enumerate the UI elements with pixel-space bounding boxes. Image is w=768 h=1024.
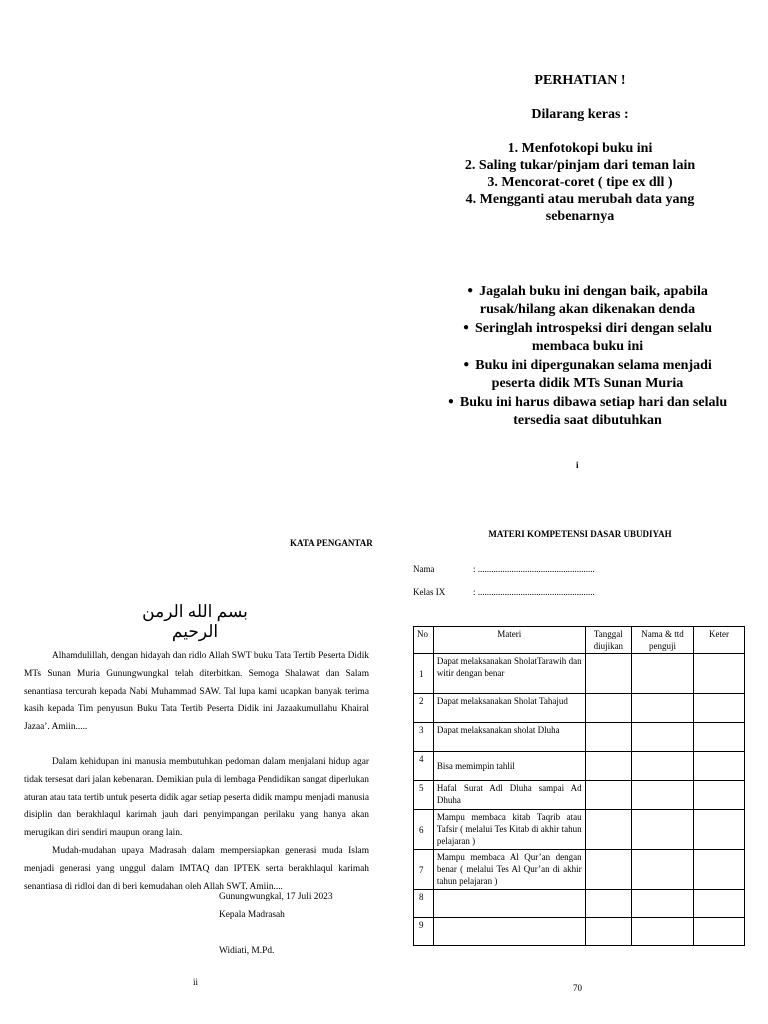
prohibition-item: 4. Mengganti atau merubah data yang	[465, 192, 695, 207]
cell-keterangan	[694, 850, 745, 890]
table-row	[414, 781, 745, 810]
row-materi: Bisa memimpin tahlil	[433, 752, 585, 781]
cell-penguji	[632, 810, 694, 850]
cell-tanggal	[585, 781, 631, 810]
table-row	[414, 850, 745, 890]
bismillah-text: بسم الله الرمن الرحيم	[142, 602, 248, 641]
cell-keterangan	[694, 781, 745, 810]
signer-position: Kepala Madrasah	[219, 910, 285, 920]
cell-tanggal	[585, 694, 631, 723]
kelas-label: Kelas IX	[413, 587, 446, 597]
cell-penguji	[632, 694, 694, 723]
place-date: Gunungwungkal, 17 Juli 2023	[219, 892, 333, 902]
foreword-title: KATA PENGANTAR	[290, 538, 373, 548]
table-row	[414, 752, 745, 781]
cell-keterangan	[694, 752, 745, 781]
perhatian-section	[400, 72, 760, 225]
header-materi: Materi	[433, 627, 585, 654]
row-materi: Hafal Surat Adl Dluha sampai Ad Dhuha	[433, 781, 585, 810]
cell-keterangan	[694, 890, 745, 918]
cell-penguji	[632, 654, 694, 694]
row-materi: Dapat melaksanakan SholatTarawih dan witir dengan benar	[433, 654, 585, 694]
cell-penguji	[632, 890, 694, 918]
cell-tanggal	[585, 654, 631, 694]
cell-penguji	[632, 752, 694, 781]
table-row	[414, 723, 745, 752]
row-no: 7	[414, 850, 434, 890]
header-tanggal: Tanggal diujikan	[585, 627, 631, 654]
materi-table	[413, 626, 745, 946]
prohibition-item: 2. Saling tukar/pinjam dari teman lain	[464, 158, 696, 173]
bullet-icon: ●	[463, 359, 470, 370]
row-no: 8	[414, 890, 434, 918]
bullet-icon: ●	[462, 322, 470, 333]
reminder-item: ● Buku ini harus dibawa setiap hari dan selalu tersedia saat dibutuhkan	[447, 395, 728, 428]
cell-keterangan	[694, 810, 745, 850]
reminder-item: ● Seringlah introspeksi diri dengan selalu membaca buku ini	[462, 321, 713, 354]
prohibition-heading: Dilarang keras :	[531, 107, 629, 122]
nama-field: : ....................................................	[473, 564, 595, 574]
cell-keterangan	[694, 918, 745, 946]
table-row	[414, 694, 745, 723]
table-header-row	[414, 627, 745, 654]
cell-tanggal	[585, 723, 631, 752]
prohibition-item: 3. Mencorat-coret ( tipe ex dll )	[487, 175, 673, 190]
row-materi: Mampu membaca Al Qur’an dengan benar ( melalui Tes Al Qur’an di akhir tahun pelajaran )	[433, 850, 585, 890]
row-no: 6	[414, 810, 434, 850]
row-materi	[433, 890, 585, 918]
row-materi: Dapat melaksanakan sholat Dluha	[433, 723, 585, 752]
cell-tanggal	[585, 918, 631, 946]
bullet-icon: ●	[467, 285, 474, 296]
row-no: 3	[414, 723, 434, 752]
page-number: i	[576, 460, 579, 470]
prohibition-item: sebenarnya	[545, 209, 615, 224]
header-penguji: Nama & ttd penguji	[632, 627, 694, 654]
cell-keterangan	[694, 723, 745, 752]
bullet-icon: ●	[447, 396, 454, 407]
row-no: 5	[414, 781, 434, 810]
cell-penguji	[632, 781, 694, 810]
table-row	[414, 918, 745, 946]
materi-title: MATERI KOMPETENSI DASAR UBUDIYAH	[488, 529, 672, 539]
table-row	[414, 890, 745, 918]
header-keterangan: Keter	[694, 627, 745, 654]
row-materi: Dapat melaksanakan Sholat Tahajud	[433, 694, 585, 723]
nama-label: Nama	[413, 564, 435, 574]
row-no: 4	[414, 752, 434, 781]
cell-keterangan	[694, 654, 745, 694]
kelas-field: : ....................................................	[473, 587, 595, 597]
foreword-body	[24, 648, 369, 896]
row-materi: Mampu membaca kitab Taqrib atau Tafsir ( melalui Tes Kitab di akhir tahun pelajaran )	[433, 810, 585, 850]
row-no: 2	[414, 694, 434, 723]
cell-penguji	[632, 850, 694, 890]
perhatian-title: PERHATIAN !	[534, 73, 626, 88]
reminder-item: ● Jagalah buku ini dengan baik, apabila rusak/hilang akan dikenakan denda	[467, 284, 708, 317]
signature-block	[219, 888, 333, 960]
row-no: 1	[414, 654, 434, 694]
header-no: No	[414, 627, 434, 654]
prohibition-item: 1. Menfotokopi buku ini	[507, 141, 653, 156]
signer-name: Widiati, M.Pd.	[219, 946, 275, 956]
cell-penguji	[632, 918, 694, 946]
page-number: 70	[573, 983, 582, 993]
cell-tanggal	[585, 890, 631, 918]
foreword-paragraph: Dalam kehidupan ini manusia membutuhkan pedoman dalam menjalani hidup agar tidak tersesat dari jalan kebenaran. Demikian pula di lembaga Pendidikan sangat diperlukan aturan atau tata tertib untuk peserta didik agar setiap peserta didik mampu menjadi manusia disiplin dan berakhlaqul karimah jauh dari penyimpangan perilaku yang hanya akan merugikan diri sendiri maupun orang lain.	[24, 756, 369, 839]
row-materi	[433, 918, 585, 946]
table-row	[414, 654, 745, 694]
reminder-list	[400, 282, 768, 430]
cell-tanggal	[585, 810, 631, 850]
table-row	[414, 810, 745, 850]
cell-keterangan	[694, 694, 745, 723]
prohibition-list	[400, 140, 760, 225]
page-number: ii	[193, 977, 199, 987]
foreword-paragraph: Mudah-mudahan upaya Madrasah dalam mempersiapkan generasi muda Islam menjadi generasi yang unggul dalam IMTAQ dan IPTEK serta berakhlaqul karimah senantiasa di ridloi dan di beri kemudahan oleh Allah SWT. Amiin....	[24, 845, 369, 892]
row-no: 9	[414, 918, 434, 946]
foreword-paragraph: Alhamdulillah, dengan hidayah dan ridlo Allah SWT buku Tata Tertib Peserta Didik MTs Sunan Muria Gunungwungkal telah diterbitkan. Semoga Shalawat dan Salam senantiasa tercurah kepada Nabi Muhammad SAW. Tal lupa kami ucapkan banyak terima kasih kepada Tim penyusun Buku Tata Tertib Peserta Didik ini Jazaakumullahu Khairal Jazaa’. Amiin.....	[24, 651, 369, 733]
reminder-item: ● Buku ini dipergunakan selama menjadi peserta didik MTs Sunan Muria	[463, 358, 712, 391]
cell-tanggal	[585, 752, 631, 781]
cell-penguji	[632, 723, 694, 752]
cell-tanggal	[585, 850, 631, 890]
